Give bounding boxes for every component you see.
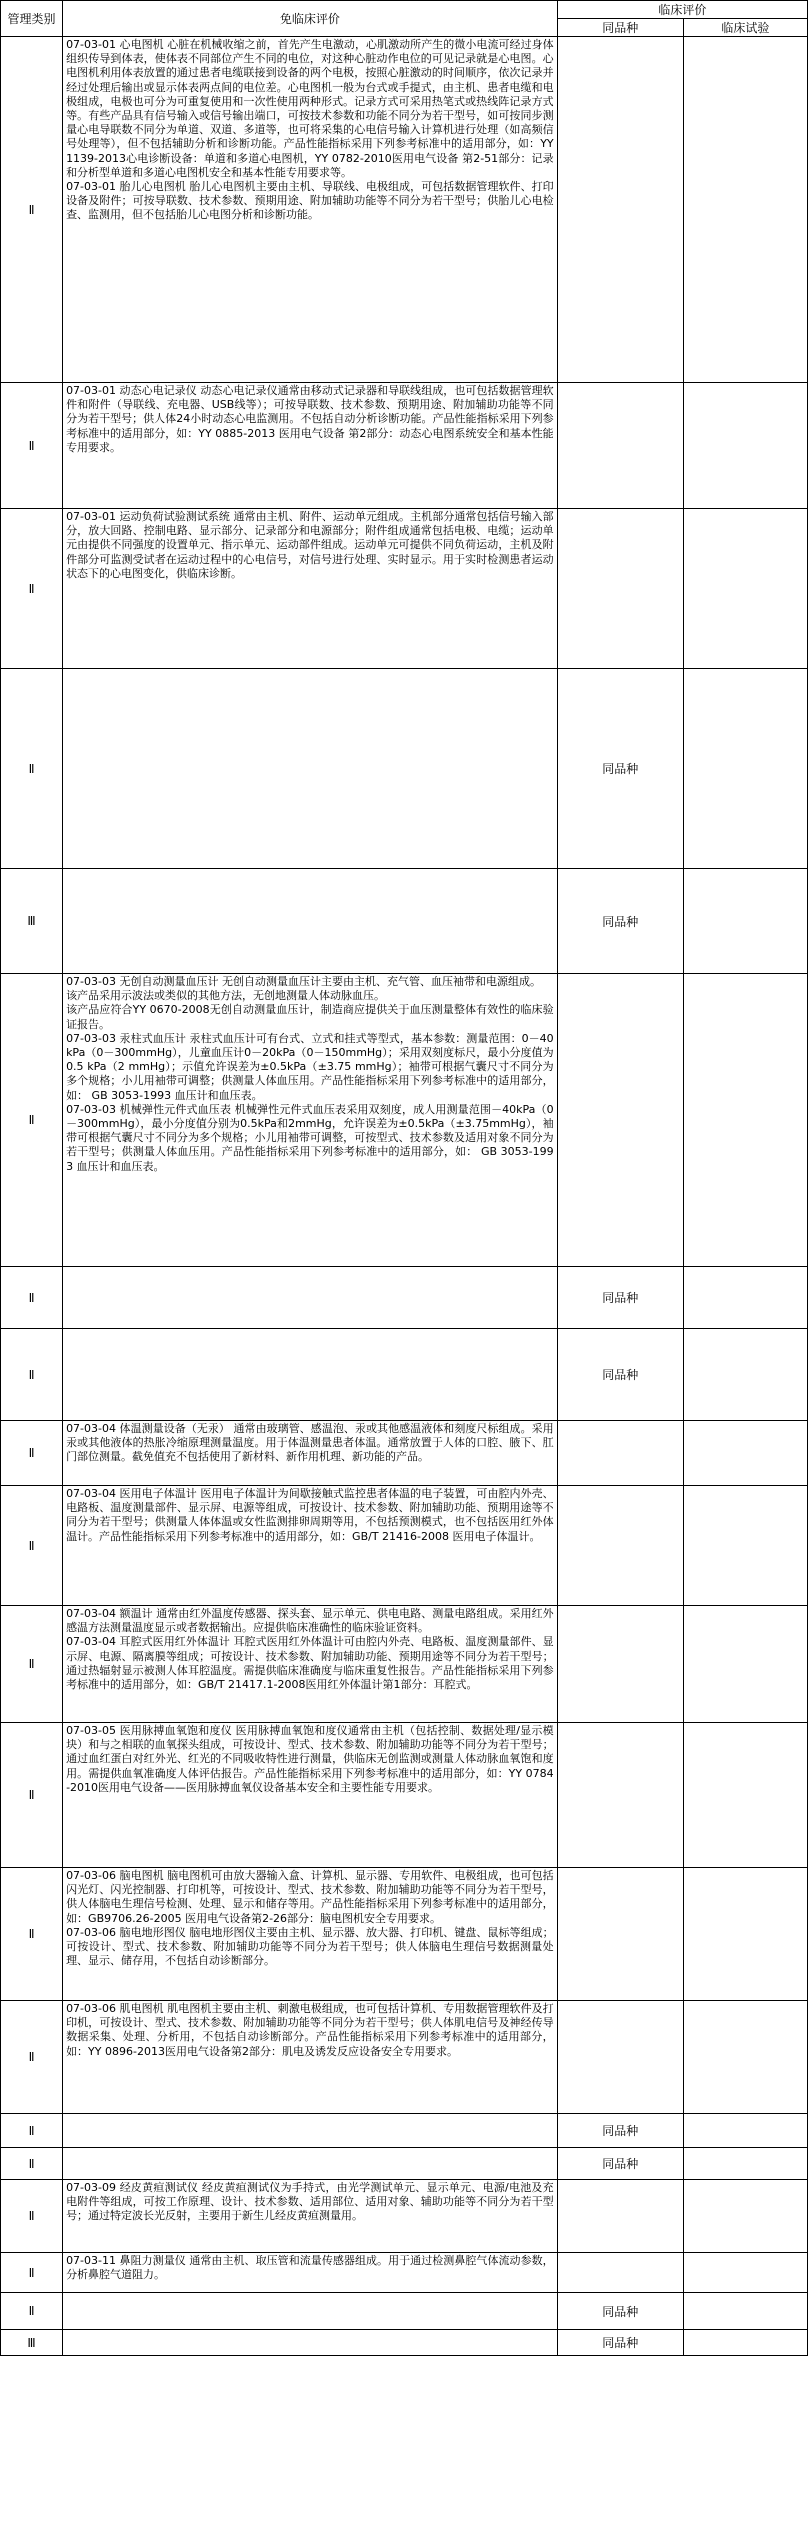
table-row [1, 2148, 808, 2180]
description-cell [63, 37, 558, 383]
class-cell: Ⅱ [1, 509, 63, 669]
clinical-trial-cell [683, 669, 807, 869]
description-text [63, 2001, 557, 2060]
description-text [63, 37, 557, 224]
description-cell [63, 2293, 558, 2330]
table-row [1, 1421, 808, 1486]
description-paragraph: 07-03-04 体温测量设备（无汞） 通常由玻璃管、感温泡、汞或其他感温液体和刻度尺标组成。采用汞或其他液体的热胀冷缩原理测量温度。用于体温测量患者体温。通常放置于人体的口腔、腋下、肛门部位测量。截免值充不包括使用了新材料、新作用机理、新功能的产品。 [66, 1422, 554, 1464]
description-text [63, 1606, 557, 1693]
same-variety-cell: 同品种 [557, 869, 683, 974]
class-cell: Ⅱ [1, 669, 63, 869]
description-paragraph: 该产品采用示波法或类似的其他方法，无创地测量人体动脉血压。 [66, 989, 386, 1003]
clinical-trial-cell [683, 2180, 807, 2253]
description-cell [63, 2114, 558, 2148]
description-text [63, 383, 557, 456]
table-row [1, 509, 808, 669]
class-cell: Ⅲ [1, 869, 63, 974]
same-variety-cell [557, 383, 683, 509]
description-cell [63, 2330, 558, 2356]
description-paragraph: 07-03-01 动态心电记录仪 动态心电记录仪通常由移动式记录器和导联线组成，也可包括数据管理软件和附件（导联线、充电器、USB线等）；可按导联数、技术参数、预期用途、附加辅助功能等不同分为若干型号；供人体24小时动态心电监测用。不包括自动分析诊断功能。产品性能指标采用下列参考标准中的适用部分，如：YY 0885-2013 医用电气设备 第2部分：动态心电图系统安全和基本性能专用要求。 [66, 384, 554, 454]
clinical-trial-cell [683, 974, 807, 1267]
description-cell [63, 2180, 558, 2253]
table-row [1, 974, 808, 1267]
description-cell [63, 669, 558, 869]
clinical-trial-cell [683, 37, 807, 383]
header-desc-label: 免临床评价 [279, 12, 340, 26]
description-paragraph: 07-03-03 无创自动测量血压计 无创自动测量血压计主要由主机、充气管、血压袖带和电源组成。 [66, 975, 541, 988]
same-variety-cell [557, 1723, 683, 1868]
same-variety-cell: 同品种 [557, 1267, 683, 1329]
clinical-trial-cell [683, 2293, 807, 2330]
table-row [1, 37, 808, 383]
clinical-trial-cell [683, 1723, 807, 1868]
header-desc-cell [63, 1, 558, 37]
same-variety-cell: 同品种 [557, 1329, 683, 1421]
description-cell [63, 509, 558, 669]
header-clinical-trial-label: 临床试验 [721, 21, 770, 35]
description-paragraph: 07-03-03 汞柱式血压计 汞柱式血压计可有台式、立式和挂式等型式，基本参数：测量范围：0－40kPa（0－300mmHg），儿童血压计0－20kPa（0－150mmHg）；采用双刻度标尺，最小分度值为0.5 kPa（2 mmHg）；示值允许误差为±0.5kPa（±3.75 mmHg）；袖带可根据气囊尺寸不同分为多个规格；小儿用袖带可调整；供测量人体血压用。产品性能指标采用下列参考标准中的适用部分，如： GB 3053-1993 血压计和血压表。 [66, 1031, 554, 1102]
class-cell: Ⅱ [1, 2001, 63, 2114]
description-cell [63, 1267, 558, 1329]
description-cell [63, 2001, 558, 2114]
description-paragraph: 07-03-09 经皮黄疸测试仪 经皮黄疸测试仪为手持式，由光学测试单元、显示单元、电源/电池及充电附件等组成，可按工作原理、设计、技术参数、适用部位、适用对象、辅助功能等不同分为若干型号；通过特定波长光反射，主要用于新生儿经皮黄疸测量用。 [66, 2181, 554, 2223]
table-row [1, 1329, 808, 1421]
description-paragraph: 07-03-04 耳腔式医用红外体温计 耳腔式医用红外体温计可由腔内外壳、电路板、温度测量部件、显示屏、电源、隔离膜等组成；可按设计、技术参数、附加辅助功能、预期用途等不同分为若干型号；通过热辐射显示被测人体耳腔温度。需提供临床准确度与临床重复性报告。产品性能指标采用下列参考标准中的适用部分，如：GB/T 21417.1-2008医用红外体温计第1部分：耳腔式。 [66, 1635, 554, 1692]
table-row [1, 1267, 808, 1329]
description-paragraph: 07-03-06 脑电图机 脑电图机可由放大器输入盒、计算机、显示器、专用软件、电极组成，也可包括闪光灯、闪光控制器、打印机等，可按设计、型式、技术参数、附加辅助功能等不同分为若干型号，供人体脑电生理信号检测、处理、显示和储存等用。产品性能指标采用下列参考标准中的适用部分，如：GB9706.26-2005 医用电气设备第2-26部分：脑电图机安全专用要求。 [66, 1869, 554, 1925]
clinical-trial-cell [683, 2114, 807, 2148]
same-variety-cell: 同品种 [557, 2330, 683, 2356]
clinical-trial-cell [683, 1329, 807, 1421]
same-variety-cell: 同品种 [557, 2293, 683, 2330]
description-text [63, 1868, 557, 1969]
description-paragraph: 07-03-01 胎儿心电图机 胎儿心电图机主要由主机、导联线、电极组成，可包括数据管理软件、打印设备及附件；可按导联数、技术参数、预期用途、附加辅助功能等不同分为若干型号；供胎儿心电检查、监测用，但不包括胎儿心电图分析和诊断功能。 [66, 180, 554, 222]
clinical-trial-cell [683, 869, 807, 974]
same-variety-cell: 同品种 [557, 669, 683, 869]
table-row [1, 1486, 808, 1606]
description-paragraph: 07-03-01 运动负荷试验测试系统 通常由主机、附件、运动单元组成。主机部分通常包括信号输入部分，放大回路、控制电路、显示部分、记录部分和电源部分；附件组成通常包括电极、电缆；运动单元由提供不同强度的设置单元、指示单元、运动部件组成。运动单元可提供不同负荷运动，主机及附件部分可监测受试者在运动过程中的心电信号，对信号进行处理、实时显示。用于实时检测患者运动状态下的心电图变化，供临床诊断。 [66, 510, 554, 580]
description-paragraph: 07-03-04 额温计 通常由红外温度传感器、探头套、显示单元、供电电路、测量电路组成。采用红外感温方法测量温度显示或者数据输出。应提供临床准确性的临床验证资料。 [66, 1607, 554, 1635]
description-cell [63, 869, 558, 974]
header-class-label: 管理类别 [7, 11, 56, 26]
class-cell: Ⅱ [1, 1267, 63, 1329]
clinical-trial-cell [683, 1868, 807, 2001]
table-row [1, 2253, 808, 2293]
description-text [63, 1723, 557, 1796]
description-text [63, 509, 557, 582]
table-row [1, 1606, 808, 1723]
description-paragraph: 07-03-05 医用脉搏血氧饱和度仪 医用脉搏血氧饱和度仪通常由主机（包括控制、数据处理/显示模块）和与之相联的血氧探头组成，可按设计、型式、技术参数、附加辅助功能等不同分为若干型号；通过血红蛋白对红外光、红光的不同吸收特性进行测量，供临床无创监测或测量人体动脉血氧饱和度用。需提供血氧准确度人体评估报告。产品性能指标采用下列参考标准中的适用部分，如：YY 0784-2010医用电气设备——医用脉搏血氧仪设备基本安全和主要性能专用要求。 [66, 1724, 554, 1794]
class-cell: Ⅱ [1, 1723, 63, 1868]
same-variety-cell: 同品种 [557, 2114, 683, 2148]
description-text [63, 2180, 557, 2225]
description-cell [63, 1329, 558, 1421]
description-paragraph: 07-03-06 脑电地形图仪 脑电地形图仪主要由主机、显示器、放大器、打印机、键盘、鼠标等组成；可按设计、型式、技术参数、附加辅助功能等不同分为若干型号；供人体脑电生理信号数据测量处理、显示、储存用，不包括自动诊断部分。 [66, 1925, 554, 1968]
table-row [1, 2330, 808, 2356]
table-row [1, 869, 808, 974]
description-text [63, 2253, 557, 2283]
same-variety-cell [557, 974, 683, 1267]
same-variety-cell [557, 2253, 683, 2293]
description-text [63, 974, 557, 1175]
description-cell [63, 1486, 558, 1606]
same-variety-cell [557, 1606, 683, 1723]
class-cell: Ⅱ [1, 2253, 63, 2293]
description-cell [63, 1421, 558, 1486]
description-cell [63, 1723, 558, 1868]
class-cell: Ⅱ [1, 2293, 63, 2330]
same-variety-cell [557, 1421, 683, 1486]
clinical-trial-cell [683, 1267, 807, 1329]
class-cell: Ⅱ [1, 383, 63, 509]
same-variety-cell [557, 2001, 683, 2114]
description-cell [63, 1606, 558, 1723]
description-cell [63, 2148, 558, 2180]
class-cell: Ⅱ [1, 37, 63, 383]
description-paragraph: 该产品应符合YY 0670-2008无创自动测量血压计，制造商应提供关于血压测量整体有效性的临床验证报告。 [66, 1003, 554, 1031]
description-paragraph: 07-03-11 鼻阻力测量仪 通常由主机、取压管和流量传感器组成。用于通过检测鼻腔气体流动参数，分析鼻腔气道阻力。 [66, 2254, 554, 2282]
table-row [1, 2293, 808, 2330]
table-row [1, 1868, 808, 2001]
class-cell: Ⅱ [1, 1486, 63, 1606]
class-cell: Ⅱ [1, 1421, 63, 1486]
description-paragraph: 07-03-01 心电图机 心脏在机械收缩之前，首先产生电激动，心肌激动所产生的微小电流可经过身体组织传导到体表，使体表不同部位产生不同的电位，对这种心脏动作电位的可见记录就是心电图。心电图机利用体表放置的通过患者电缆联接到设备的两个电极，按照心脏激动的时间顺序，依次记录并经过处理后输出或显示体表两点间的电位差。心电图机一般为台式或手提式，由主机、患者电缆和电极组成，电极也可分为可重复使用和一次性使用两种形式。记录方式可采用热笔式或热线阵记录方式等。有些产品具有信号输入或信号输出端口，可按技术参数和功能不同分为若干型号，如可按同步测量心电导联数不同分为单道、双道、多道等，也可将采集的心电信号输入计算机进行处理（如高频信号处理等），但不包括辅助分析和诊断功能。产品性能指标采用下列参考标准中的适用部分，如：YY 1139-2013心电诊断设备：单道和多道心电图机，YY 0782-2010医用电气设备 第2-51部分：记录和分析型单道和多道心电图机安全和基本性能专用要求等。 [66, 38, 554, 179]
table-row [1, 2114, 808, 2148]
description-cell [63, 974, 558, 1267]
same-variety-cell [557, 1486, 683, 1606]
class-cell: Ⅱ [1, 2114, 63, 2148]
clinical-trial-cell [683, 2001, 807, 2114]
header-same-variety-cell [557, 19, 683, 37]
table-row [1, 2001, 808, 2114]
description-cell [63, 383, 558, 509]
clinical-trial-cell [683, 509, 807, 669]
header-class-cell [1, 1, 63, 37]
class-cell: Ⅱ [1, 1868, 63, 2001]
header-clinical-group-cell [557, 1, 807, 19]
header-clinical-trial-cell [683, 19, 807, 37]
table-row [1, 2180, 808, 2253]
same-variety-cell [557, 1868, 683, 2001]
clinical-trial-cell [683, 383, 807, 509]
table-row [1, 1723, 808, 1868]
class-cell: Ⅲ [1, 2330, 63, 2356]
clinical-trial-cell [683, 1421, 807, 1486]
class-cell: Ⅱ [1, 2148, 63, 2180]
same-variety-cell: 同品种 [557, 2148, 683, 2180]
description-cell [63, 2253, 558, 2293]
header-row-top [1, 1, 808, 19]
class-cell: Ⅱ [1, 974, 63, 1267]
clinical-trial-cell [683, 1606, 807, 1723]
description-paragraph: 07-03-06 肌电图机 肌电图机主要由主机、刺激电极组成，也可包括计算机、专用数据管理软件及打印机，可按设计、型式、技术参数、附加辅助功能等不同分为若干型号；供人体肌电信号及神经传导数据采集、处理、分析用，不包括自动诊断部分。产品性能指标采用下列参考标准中的适用部分，如：YY 0896-2013医用电气设备第2部分：肌电及诱发反应设备安全专用要求。 [66, 2002, 554, 2058]
table-body [1, 37, 808, 2356]
clinical-trial-cell [683, 2330, 807, 2356]
description-paragraph: 07-03-03 机械弹性元件式血压表 机械弹性元件式血压表采用双刻度，成人用测量范围－40kPa（0－300mmHg），最小分度值分别为0.5kPa和2mmHg，允许误差为±0.5kPa（±3.75mmHg），袖带可根据气囊尺寸不同分为多个规格；小儿用袖带可调整，可按型式、技术参数及适用对象不同分为若干型号；供测量人体血压用。产品性能指标采用下列参考标准中的适用部分，如： GB 3053-1993 血压计和血压表。 [66, 1102, 554, 1173]
description-cell [63, 1868, 558, 2001]
class-cell: Ⅱ [1, 1606, 63, 1723]
description-paragraph: 07-03-04 医用电子体温计 医用电子体温计为间歇接触式监控患者体温的电子装置，可由腔内外壳、电路板、温度测量部件、显示屏、电源等组成，可按设计、技术参数、附加辅助功能、预期用途等不同分为若干型号；供测量人体体温或女性监测排卵周期等用，不包括预测模式，也不包括医用红外体温计。产品性能指标采用下列参考标准中的适用部分，如：GB/T 21416-2008 医用电子体温计。 [66, 1487, 554, 1543]
clinical-trial-cell [683, 1486, 807, 1606]
clinical-trial-cell [683, 2253, 807, 2293]
same-variety-cell [557, 509, 683, 669]
description-text [63, 1421, 557, 1466]
header-clinical-group-label: 临床评价 [658, 3, 707, 17]
same-variety-cell [557, 37, 683, 383]
same-variety-cell [557, 2180, 683, 2253]
class-cell: Ⅱ [1, 1329, 63, 1421]
table-row [1, 383, 808, 509]
header-same-variety-label: 同品种 [602, 21, 639, 35]
description-text [63, 1486, 557, 1545]
table-row [1, 669, 808, 869]
class-cell: Ⅱ [1, 2180, 63, 2253]
clinical-trial-cell [683, 2148, 807, 2180]
